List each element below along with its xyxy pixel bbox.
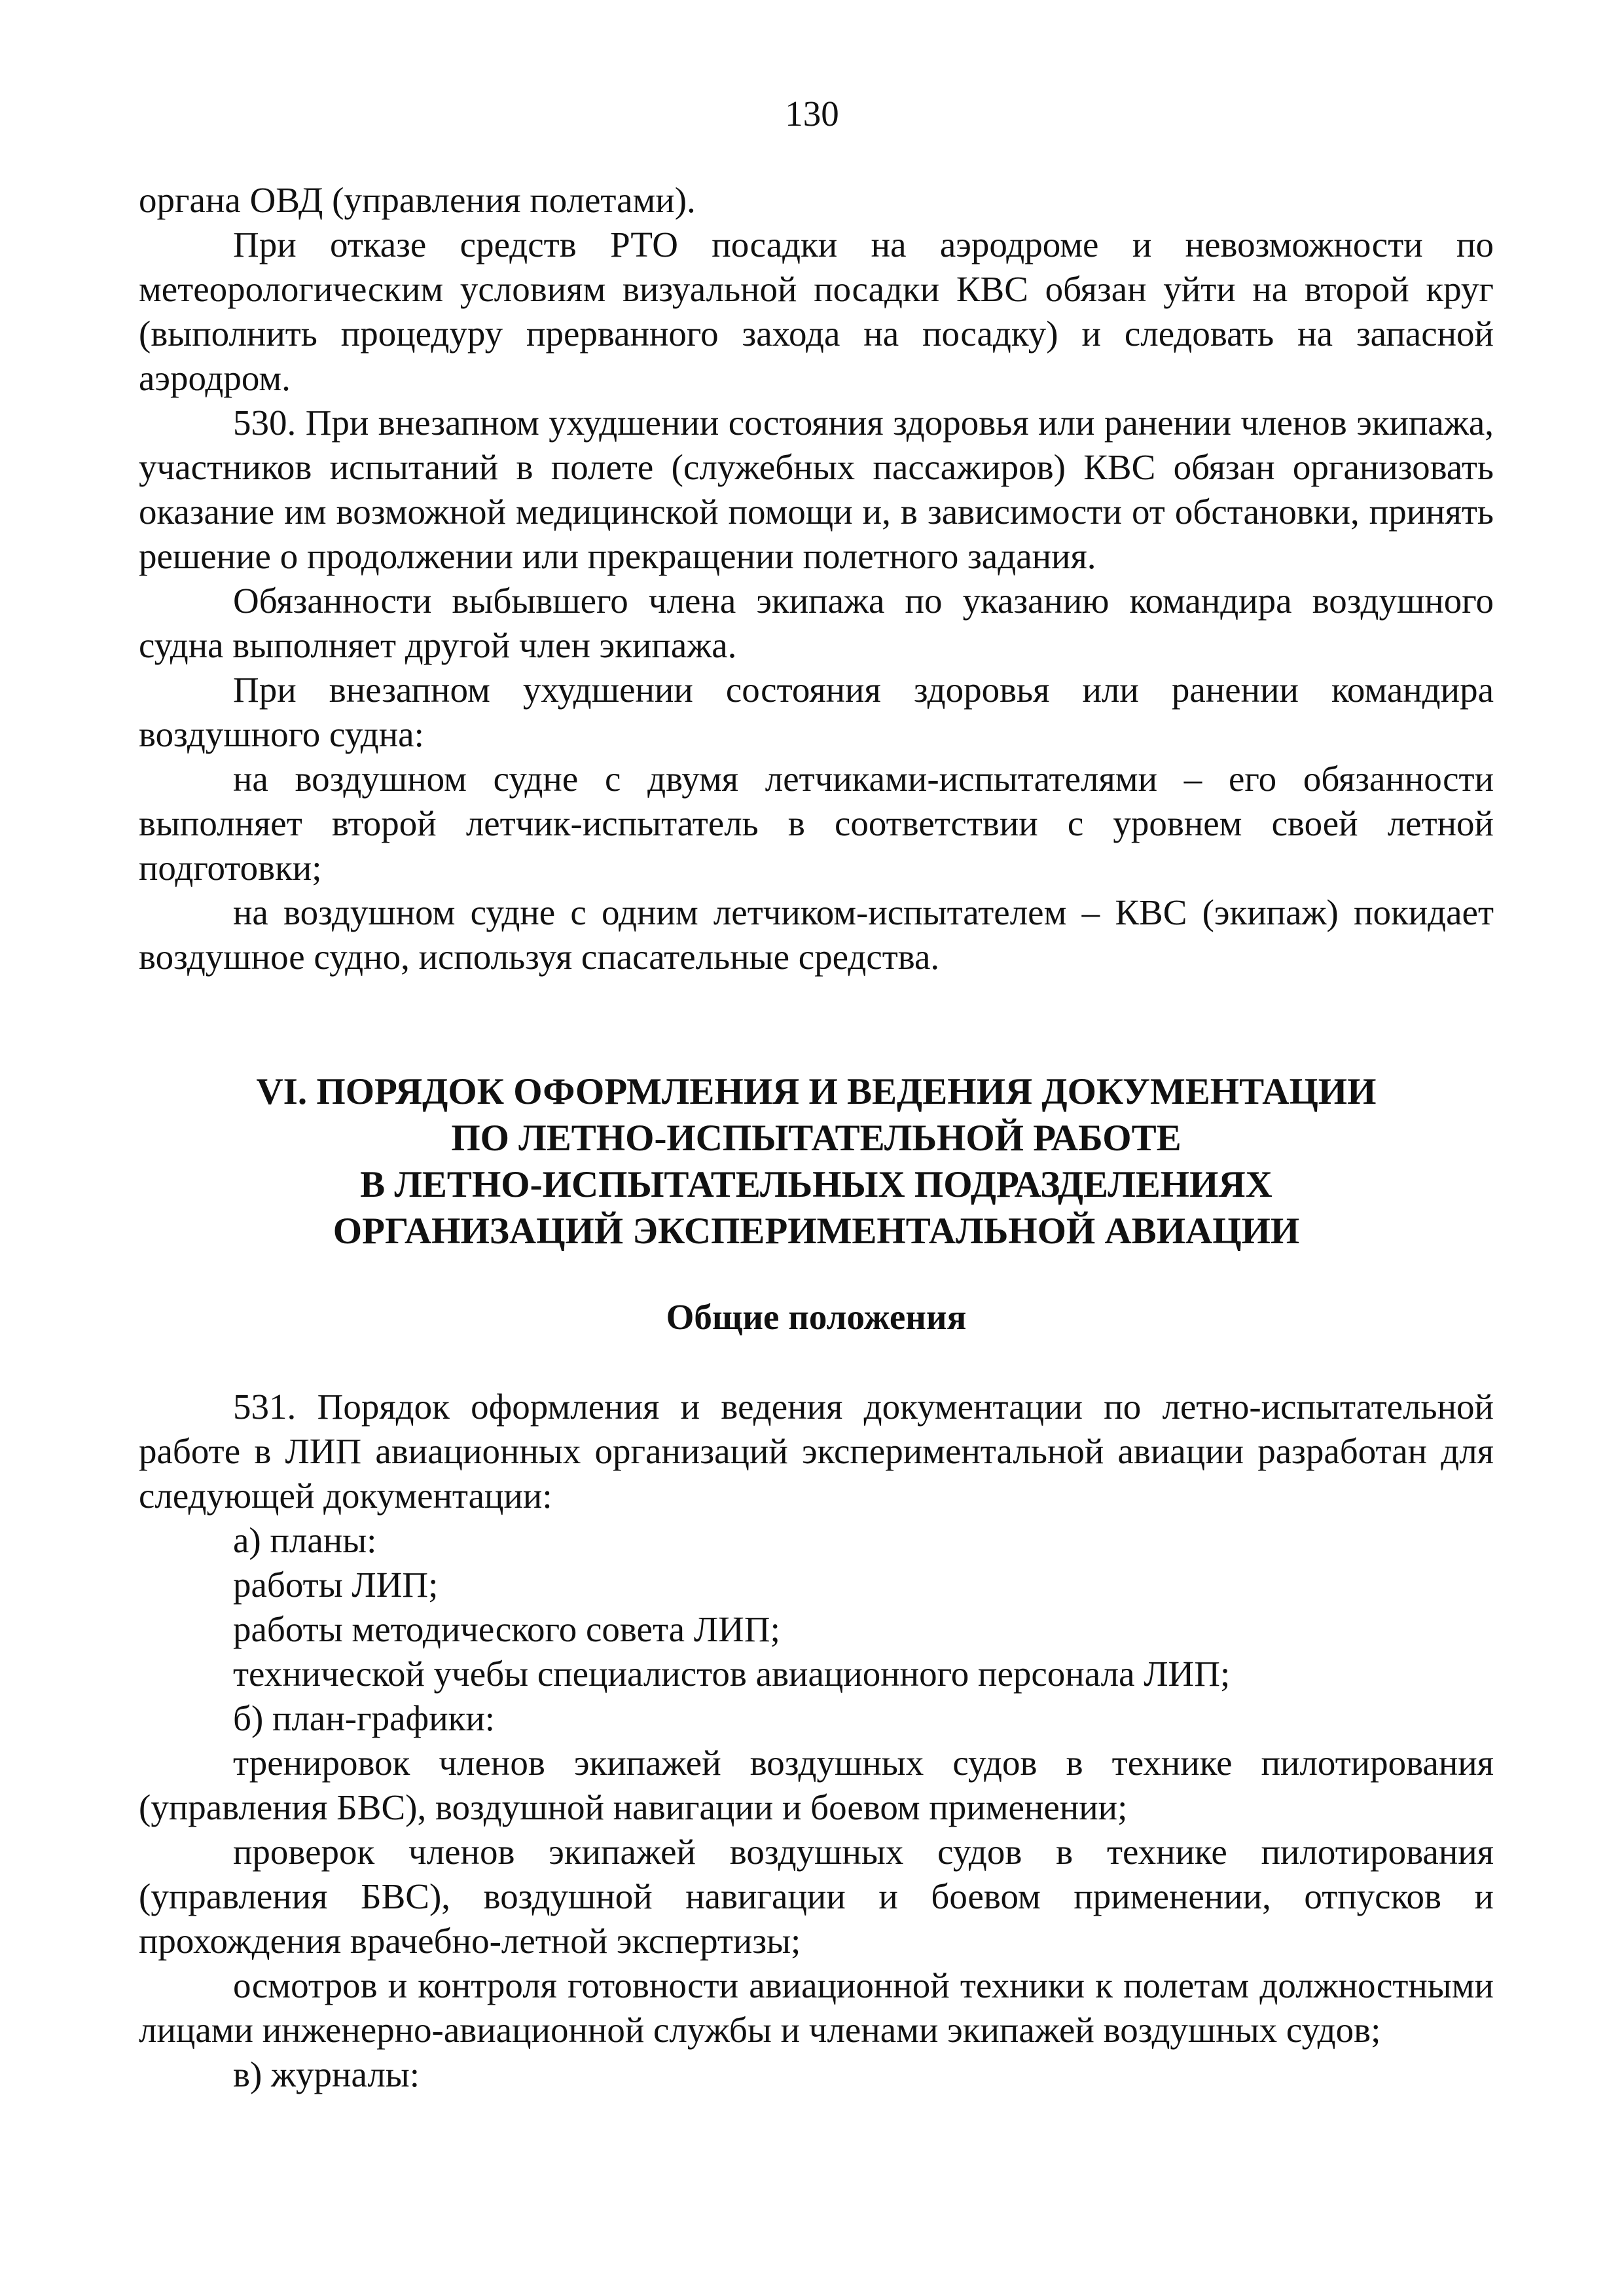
paragraph: Обязанности выбывшего члена экипажа по указанию командира воздушного судна выполняет другой член экипажа. xyxy=(139,581,1494,665)
paragraph: При внезапном ухудшении состояния здоровья или ранении командира воздушного судна: xyxy=(139,670,1494,754)
paragraph-530: 530. При внезапном ухудшении состояния здоровья или ранении членов экипажа, участников испытаний в полете (служебных пассажиров) КВС обязан организовать оказание им возможной медицинской помощи и, в зависимости от обстановки, принять решение о продолжении или прекращении полетного задания. xyxy=(139,403,1494,576)
paragraph: на воздушном судне с двумя летчиками-испытателями – его обязанности выполняет второй летчик-испытатель в соответствии с уровнем своей летной подготовки; xyxy=(139,759,1494,888)
subheading: Общие положения xyxy=(666,1297,967,1337)
list-item: б) план-графики: xyxy=(233,1698,496,1738)
paragraph-531: 531. Порядок оформления и ведения документации по летно-испытательной работе в ЛИП авиационных организаций экспериментальной авиации разработан для следующей документации: xyxy=(139,1387,1494,1516)
paragraph: При отказе средств РТО посадки на аэродроме и невозможности по метеорологическим условиям визуальной посадки КВС обязан уйти на второй круг (выполнить процедуру прерванного захода на посадку) и следовать на запасной аэродром. xyxy=(139,225,1494,398)
section-heading xyxy=(139,1068,1494,1254)
page-number: 130 xyxy=(785,94,839,134)
paragraph: тренировок членов экипажей воздушных судов в технике пилотирования (управления БВС), воздушной навигации и боевом применении; xyxy=(139,1743,1494,1827)
section-heading-line: ОРГАНИЗАЦИЙ ЭКСПЕРИМЕНТАЛЬНОЙ АВИАЦИИ xyxy=(333,1211,1300,1252)
list-item: работы методического совета ЛИП; xyxy=(233,1609,780,1649)
body-text-bottom xyxy=(139,1385,1494,2097)
list-item: в) журналы: xyxy=(233,2054,420,2094)
paragraph: на воздушном судне с одним летчиком-испытателем – КВС (экипаж) покидает воздушное судно, используя спасательные средства. xyxy=(139,892,1494,977)
list-item: а) планы: xyxy=(233,1520,377,1560)
list-item: работы ЛИП; xyxy=(233,1565,439,1605)
paragraph: проверок членов экипажей воздушных судов в технике пилотирования (управления БВС), воздушной навигации и боевом применении, отпусков и прохождения врачебно-летной экспертизы; xyxy=(139,1832,1494,1961)
section-heading-line: В ЛЕТНО-ИСПЫТАТЕЛЬНЫХ ПОДРАЗДЕЛЕНИЯХ xyxy=(360,1164,1272,1205)
list-item: технической учебы специалистов авиационного персонала ЛИП; xyxy=(233,1654,1231,1694)
body-text-top xyxy=(139,178,1494,979)
section-heading-line: VI. ПОРЯДОК ОФОРМЛЕНИЯ И ВЕДЕНИЯ ДОКУМЕНТАЦИИ xyxy=(256,1071,1377,1112)
paragraph: осмотров и контроля готовности авиационной техники к полетам должностными лицами инженерно-авиационной службы и членами экипажей воздушных судов; xyxy=(139,1965,1494,2050)
section-heading-line: ПО ЛЕТНО-ИСПЫТАТЕЛЬНОЙ РАБОТЕ xyxy=(451,1118,1182,1159)
paragraph: органа ОВД (управления полетами). xyxy=(139,180,696,220)
